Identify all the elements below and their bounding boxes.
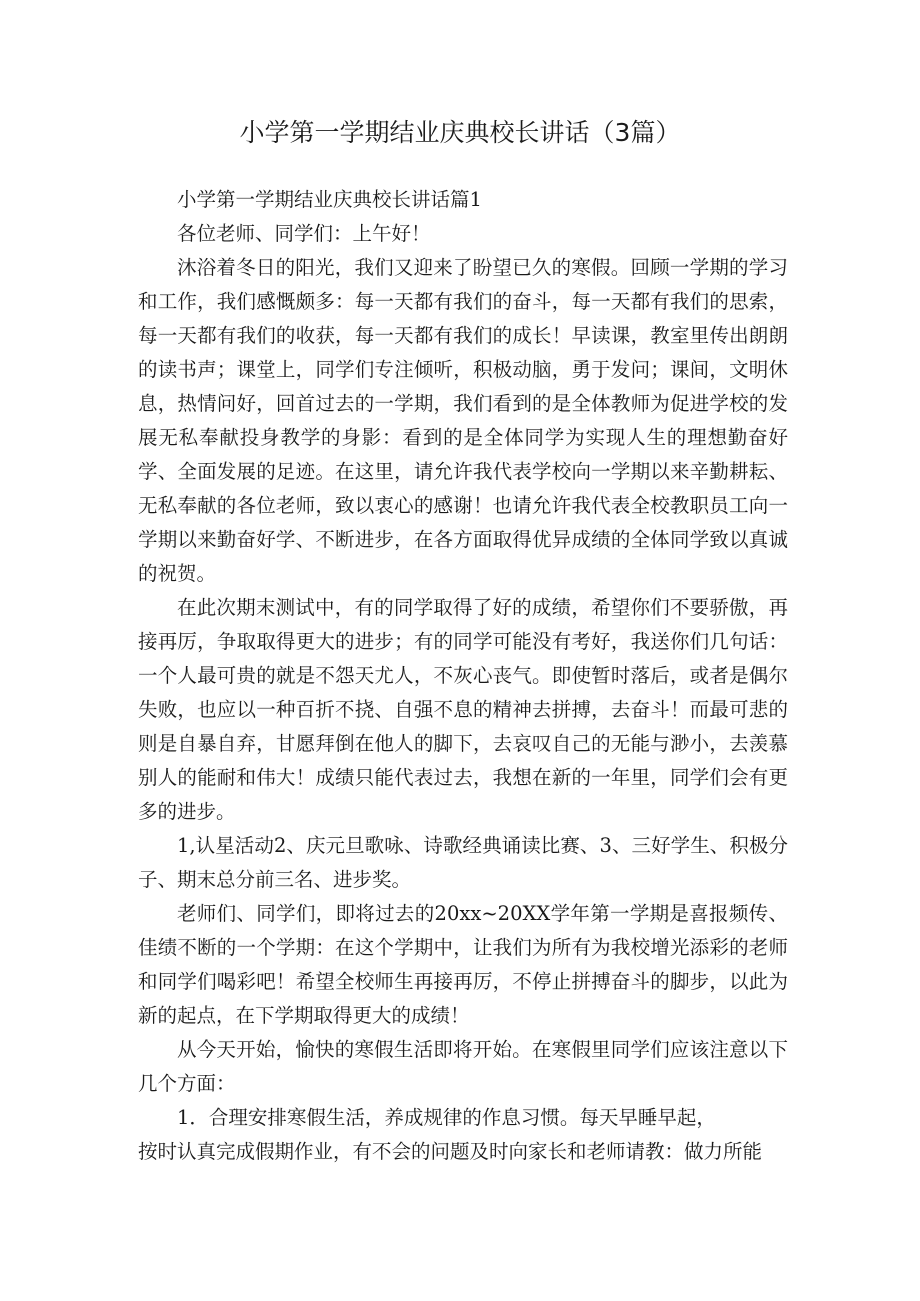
document-title: 小学第一学期结业庆典校长讲话（3篇） <box>239 118 681 147</box>
salutation: 各位老师、同学们：上午好！ <box>177 222 431 245</box>
section-heading: 小学第一学期结业庆典校长讲话篇1 <box>177 188 482 211</box>
list-item: 1．合理安排寒假生活，养成规律的作息习惯。每天早睡早起， <box>177 1106 716 1129</box>
paragraph: 从今天开始，愉快的寒假生活即将开始。在寒假里同学们应该注意以下几个方面： <box>138 1038 788 1095</box>
paragraph-continuation: 按时认真完成假期作业，有不会的问题及时向家长和老师请教：做力所能 <box>138 1140 763 1163</box>
paragraph: 在此次期末测试中，有的同学取得了好的成绩，希望你们不要骄傲，再接再厉，争取取得更大的进步；有的同学可能没有考好，我送你们几句话：一个人最可贵的就是不怨天尤人，不灰心丧气。即使暂时落后，或者是偶尔失败，也应以一种百折不挠、自强不息的精神去拼搏，去奋斗！而最可悲的则是自暴自弃，甘愿拜倒在他人的脚下，去哀叹自己的无能与渺小，去羡慕别人的能耐和伟大！成绩只能代表过去，我想在新的一年里，同学们会有更多的进步。 <box>138 596 788 823</box>
document-body <box>138 183 788 1169</box>
paragraph: 老师们、同学们，即将过去的20xx~20XX学年第一学期是喜报频传、佳绩不断的一个学期：在这个学期中，让我们为所有为我校增光添彩的老师和同学们喝彩吧！希望全校师生再接再厉，不停止拼搏奋斗的脚步，以此为新的起点，在下学期取得更大的成绩！ <box>138 902 788 1027</box>
paragraph: 1,认星活动2、庆元旦歌咏、诗歌经典诵读比赛、3、三好学生、积极分子、期末总分前三名、进步奖。 <box>138 834 788 891</box>
paragraph: 沐浴着冬日的阳光，我们又迎来了盼望已久的寒假。回顾一学期的学习和工作，我们感慨颇多：每一天都有我们的奋斗，每一天都有我们的思索，每一天都有我们的收获，每一天都有我们的成长！早读课，教室里传出朗朗的读书声；课堂上，同学们专注倾听，积极动脑，勇于发问；课间，文明休息，热情问好，回首过去的一学期，我们看到的是全体教师为促进学校的发展无私奉献投身教学的身影：看到的是全体同学为实现人生的理想勤奋好学、全面发展的足迹。在这里，请允许我代表学校向一学期以来辛勤耕耘、无私奉献的各位老师，致以衷心的感谢！也请允许我代表全校教职员工向一学期以来勤奋好学、不断进步，在各方面取得优异成绩的全体同学致以真诚的祝贺。 <box>138 256 788 585</box>
